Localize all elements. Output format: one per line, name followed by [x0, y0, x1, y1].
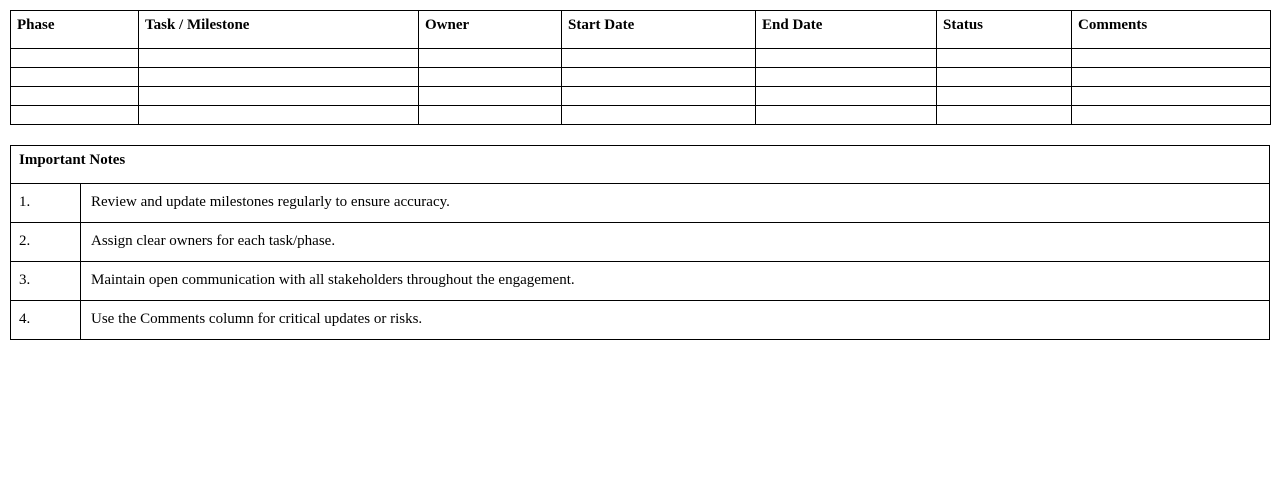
cell-status[interactable]: [937, 87, 1072, 106]
table-row: [11, 68, 1271, 87]
note-row: [11, 184, 1270, 223]
cell-end-date[interactable]: [756, 87, 937, 106]
cell-phase[interactable]: [11, 68, 139, 87]
cell-comments[interactable]: [1072, 87, 1271, 106]
cell-start-date[interactable]: [562, 68, 756, 87]
cell-owner[interactable]: [419, 49, 562, 68]
important-notes-table: [10, 145, 1270, 340]
cell-owner[interactable]: [419, 68, 562, 87]
cell-comments[interactable]: [1072, 68, 1271, 87]
table-row: [11, 106, 1271, 125]
table-spacer: [10, 125, 1270, 145]
column-header-end-date: End Date: [756, 11, 937, 49]
note-number: 2.: [11, 223, 81, 262]
cell-task[interactable]: [139, 106, 419, 125]
table-row: [11, 49, 1271, 68]
cell-status[interactable]: [937, 68, 1072, 87]
cell-owner[interactable]: [419, 106, 562, 125]
note-text: Assign clear owners for each task/phase.: [81, 223, 1270, 262]
cell-phase[interactable]: [11, 106, 139, 125]
table-header-row: [11, 11, 1271, 49]
note-text: Review and update milestones regularly to ensure accuracy.: [81, 184, 1270, 223]
cell-end-date[interactable]: [756, 68, 937, 87]
column-header-owner: Owner: [419, 11, 562, 49]
notes-title: Important Notes: [11, 146, 1270, 184]
note-number: 3.: [11, 262, 81, 301]
note-row: [11, 262, 1270, 301]
cell-end-date[interactable]: [756, 49, 937, 68]
cell-owner[interactable]: [419, 87, 562, 106]
cell-task[interactable]: [139, 49, 419, 68]
column-header-start-date: Start Date: [562, 11, 756, 49]
note-number: 4.: [11, 301, 81, 340]
cell-end-date[interactable]: [756, 106, 937, 125]
note-number: 1.: [11, 184, 81, 223]
column-header-status: Status: [937, 11, 1072, 49]
cell-comments[interactable]: [1072, 49, 1271, 68]
cell-status[interactable]: [937, 49, 1072, 68]
note-row: [11, 301, 1270, 340]
cell-task[interactable]: [139, 87, 419, 106]
column-header-phase: Phase: [11, 11, 139, 49]
cell-start-date[interactable]: [562, 49, 756, 68]
cell-start-date[interactable]: [562, 87, 756, 106]
cell-task[interactable]: [139, 68, 419, 87]
schedule-table: [10, 10, 1271, 125]
column-header-comments: Comments: [1072, 11, 1271, 49]
table-row: [11, 87, 1271, 106]
cell-start-date[interactable]: [562, 106, 756, 125]
cell-comments[interactable]: [1072, 106, 1271, 125]
note-text: Maintain open communication with all stakeholders throughout the engagement.: [81, 262, 1270, 301]
cell-phase[interactable]: [11, 49, 139, 68]
cell-phase[interactable]: [11, 87, 139, 106]
note-row: [11, 223, 1270, 262]
note-text: Use the Comments column for critical updates or risks.: [81, 301, 1270, 340]
cell-status[interactable]: [937, 106, 1072, 125]
column-header-task: Task / Milestone: [139, 11, 419, 49]
notes-title-row: [11, 146, 1270, 184]
